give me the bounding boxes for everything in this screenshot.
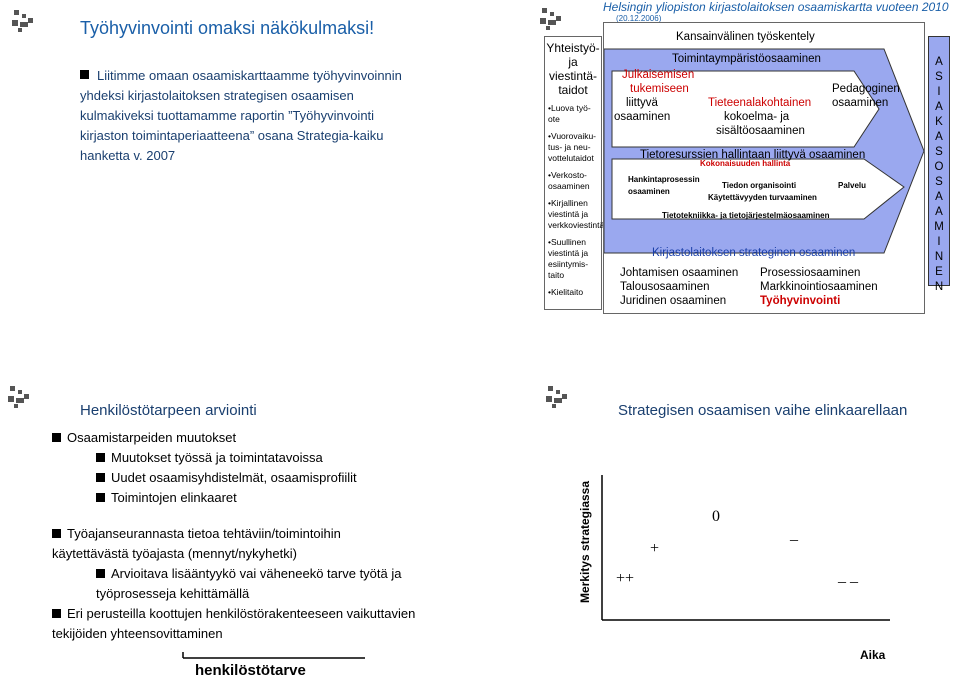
label-pedagoginen-1: Pedagoginen (832, 83, 900, 95)
asiakas-letter: O (934, 161, 944, 173)
bullet-l2: Muutokset työssä ja toimintatavoissa (52, 448, 417, 468)
label-tietoresurssien: Tietoresurssien hallintaan liittyvä osaaminen (640, 149, 866, 161)
label-strateginen: Kirjastolaitoksen strateginen osaaminen (652, 247, 856, 259)
bullet-square-icon (80, 70, 89, 79)
asiakasosaaminen-box (928, 36, 950, 293)
asiakas-letter: K (935, 116, 943, 128)
bullet-l2: Arvioitava lisääntyykö vai väheneekö tarve työtä ja työprosesseja kehittämällä (96, 566, 402, 601)
sidebar-item: •Luova työ-ote (548, 103, 591, 124)
university-logo-icon (544, 384, 570, 410)
bullet-l2: Toimintojen elinkaaret (52, 488, 417, 508)
asiakas-letter: A (935, 191, 943, 203)
label-julkaisemisen-4: osaaminen (614, 111, 671, 123)
bullet-square-icon (52, 529, 61, 538)
slide1-title: Työhyvinvointi omaksi näkökulmaksi! (80, 18, 375, 38)
label-markkinointi: Markkinointiosaaminen (760, 281, 878, 293)
asiakas-letter: I (937, 86, 941, 98)
sidebar-item: •Kielitaito (548, 287, 584, 297)
label-hankinta-2: osaaminen (628, 187, 670, 196)
label-kansainvalinen: Kansainvälinen työskentely (676, 31, 815, 43)
sidebar-item: •Vuorovaiku-tus- ja neu-vottelutaidot (548, 131, 597, 163)
slide1-paragraph-text: Liitimme omaan osaamiskarttaamme työhyvinvoinnin yhdeksi kirjastolaitoksen strategisen osaamisen kulmakiveksi tuottamamme raportin ”Työhyvinvointi kirjaston toimintaperiaatteena” osana Strategia-kaiku hanketta v. 2007 (80, 68, 402, 163)
sidebar-item: •Suullinen viestintä ja esiintymis-taito (548, 237, 589, 280)
label-kaytettavyys: Käytettävyyden turvaaminen (708, 193, 817, 202)
sidebar-item: •Verkosto-osaaminen (548, 170, 590, 191)
asiakas-letter: A (935, 101, 943, 113)
university-logo-icon (6, 384, 32, 410)
bullet-l1: Työajanseurannasta tietoa tehtäviin/toimintoihin käytettävästä työajasta (mennyt/nykyhetki) (52, 526, 341, 561)
asiakas-letter: M (934, 221, 944, 233)
asiakas-letter: I (937, 236, 941, 248)
slide3-bullets (52, 428, 417, 644)
label-julkaisemisen-2: tukemiseen (630, 83, 689, 95)
label-tieteenala-1: Tieteenalakohtainen (708, 97, 812, 109)
asiakas-letter: N (934, 281, 944, 293)
slide1-paragraph (80, 66, 410, 166)
footer-text: henkilöstötarve (195, 662, 306, 679)
y-axis-label: Merkitys strategiassa (578, 480, 592, 604)
slide3-title: Henkilöstötarpeen arviointi (80, 402, 257, 419)
map-date: (20.12.2006) (616, 14, 662, 23)
asiakas-letter: N (934, 251, 944, 263)
label-tyohyvinvointi: Työhyvinvointi (760, 295, 841, 307)
bullet-l1: Osaamistarpeiden muutokset (52, 428, 417, 448)
asiakas-letter: A (935, 206, 943, 218)
asiakas-letter: E (935, 266, 943, 278)
university-logo-icon (538, 6, 564, 32)
x-axis-label: Aika (860, 648, 886, 662)
mark-minus: _ (790, 526, 798, 543)
sidebar-box (544, 36, 605, 310)
label-talous: Talousosaaminen (620, 281, 710, 293)
label-tiedon-org: Tiedon organisointi (722, 181, 797, 190)
label-tietotekniikka: Tietotekniikka- ja tietojärjestelmäosaaminen (662, 211, 830, 220)
bullet-square-icon (96, 473, 105, 482)
mark-minusminus: _ _ (838, 568, 858, 585)
asiakas-letter: A (935, 56, 943, 68)
label-pedagoginen-2: osaaminen (832, 97, 889, 109)
mark-plusplus: ++ (616, 570, 635, 587)
bullet-square-icon (96, 569, 105, 578)
mark-zero: 0 (712, 508, 720, 525)
label-julkaisemisen-1: Julkaisemisen (622, 69, 695, 81)
label-johtaminen: Johtamisen osaaminen (620, 267, 739, 279)
bullet-square-icon (52, 609, 61, 618)
university-logo-icon (10, 8, 36, 34)
mark-plus: + (650, 540, 660, 557)
asiakas-letter: S (935, 176, 943, 188)
asiakas-letter: S (935, 146, 943, 158)
lifecycle-diagram (570, 470, 895, 640)
label-tieteenala-3: sisältöosaaminen (716, 125, 805, 137)
label-kokonaisuuden: Kokonaisuuden hallinta (700, 159, 791, 168)
bullet-square-icon (96, 453, 105, 462)
map-header: Helsingin yliopiston kirjastolaitoksen osaamiskartta vuoteen 2010 (603, 0, 949, 14)
bullet-l1: Eri perusteilla koottujen henkilöstörakenteeseen vaikuttavien tekijöiden yhteensovittaminen (52, 606, 416, 641)
slide4-title: Strategisen osaamisen vaihe elinkaarellaan (618, 402, 908, 419)
label-tieteenala-2: kokoelma- ja (724, 111, 790, 123)
sidebar-item: •Kirjallinen viestintä ja verkkoviestintä (548, 198, 605, 230)
bullet-square-icon (96, 493, 105, 502)
axes (570, 470, 895, 640)
asiakas-letter: S (935, 71, 943, 83)
label-prosessi: Prosessiosaaminen (760, 267, 861, 279)
sidebar-heading: Yhteistyö- ja viestintä- taidot (546, 41, 600, 97)
bullet-square-icon (52, 433, 61, 442)
asiakas-letter: A (935, 131, 943, 143)
label-julkaisemisen-3: liittyvä (626, 97, 658, 109)
label-toimintaymparisto: Toimintaympäristöosaaminen (672, 53, 821, 65)
bullet-l2: Uudet osaamisyhdistelmät, osaamisprofiilit (52, 468, 417, 488)
label-palvelu: Palvelu (838, 181, 867, 190)
label-hankinta-1: Hankintaprosessin (628, 175, 700, 184)
label-juridinen: Juridinen osaaminen (620, 295, 727, 307)
competence-map (603, 22, 925, 314)
